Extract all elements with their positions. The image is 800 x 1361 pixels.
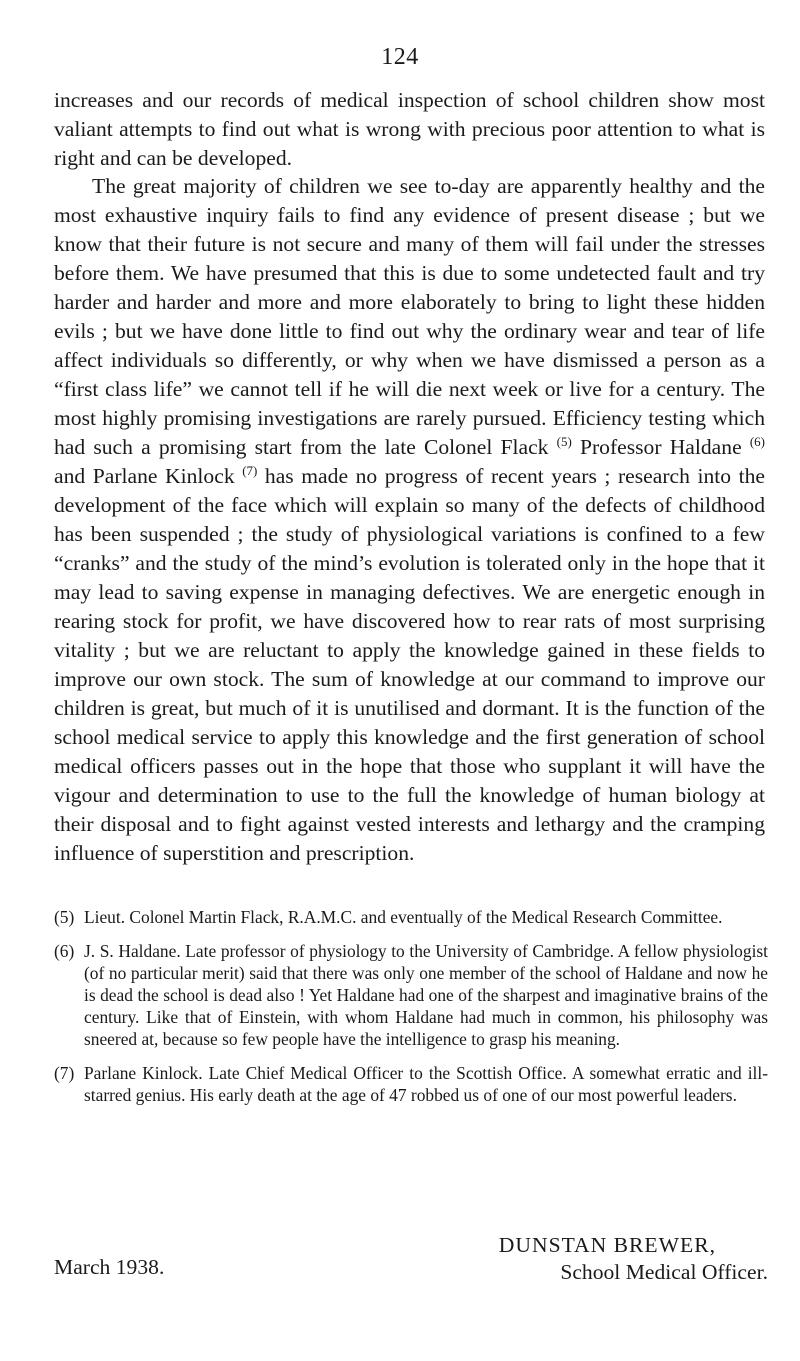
page-number: 124 — [381, 44, 419, 70]
paragraph-2-text-part-3: and Parlane Kinlock — [54, 464, 243, 488]
footnote-ref-6: (6) — [749, 433, 765, 449]
footnote-text: J. S. Haldane. Late professor of physiology to the University of Cambridge. A fellow physiologist (of no particular merit) said that there was only one member of the school of Haldane and now he is dead the school is dead also ! Yet Haldane had one of the sharpest and imaginative brains of the century. Like that of Einstein, with whom Haldane had much in common, his philosophy was sneered at, because so few people have the intelligence to grasp his meaning. — [84, 941, 768, 1049]
footnote-number: (7) — [54, 1063, 75, 1083]
footnote-7 — [54, 1062, 768, 1106]
body-paragraph-1: increases and our records of medical inspection of school children show most valiant attempts to find out what is wrong with precious poor attention to what is right and can be developed. — [54, 88, 765, 170]
signature-date: March 1938. — [54, 1255, 165, 1279]
footnote-ref-5: (5) — [556, 433, 572, 449]
footnote-number: (6) — [54, 941, 75, 961]
footnotes-section — [54, 906, 768, 1118]
footnote-5 — [54, 906, 768, 928]
paragraph-2-text-part-1: The great majority of children we see to-day are apparently healthy and the most exhaustive inquiry fails to find any evidence of present disease ; but we know that their future is not secure and many of them will fail under the stresses before them. We have presumed that this is due to some undetected fault and try harder and harder and more and more elaborately to bring to light these hidden evils ; but we have done little to find out why the ordinary wear and tear of life affect individuals so differently, or why when we have dismissed a person as a “first class life” we cannot tell if he will die next week or live for a century. The most highly promising investigations are rarely pursued. Efficiency testing which had such a promising start from the late Colonel Flack — [54, 174, 765, 459]
footnote-6 — [54, 940, 768, 1050]
body-paragraph-2 — [54, 172, 765, 868]
footnote-text: Parlane Kinlock. Late Chief Medical Officer to the Scottish Office. A somewhat erratic and ill-starred genius. His early death at the age of 47 robbed us of one of our most powerful leaders. — [84, 1063, 768, 1105]
footnote-ref-7: (7) — [242, 462, 258, 478]
paragraph-2-text-part-4: has made no progress of recent years ; research into the development of the face which will explain so many of the defects of childhood has been suspended ; the study of physiological variations is confined to a few “cranks” and the study of the mind’s evolution is tolerated only in the hope that it may lead to saving expense in managing defectives. We are energetic enough in rearing stock for profit, we have discovered how to rear rats of most surprising vitality ; but we are reluctant to apply the knowledge gained in these fields to improve our own stock. The sum of knowledge at our command to improve our children is great, but much of it is unutilised and dormant. It is the function of the school medical service to apply this knowledge and the first generation of school medical officers passes out in the hope that those who supplant it will have the vigour and determination to use to the full the knowledge of human biology at their disposal and to fight against vested interests and lethargy and the cramping influence of superstition and prescription. — [54, 464, 765, 865]
paragraph-2-text-part-2: Professor Haldane — [571, 435, 750, 459]
signature-title: School Medical Officer. — [560, 1260, 768, 1284]
footnote-text: Lieut. Colonel Martin Flack, R.A.M.C. and eventually of the Medical Research Committee. — [84, 907, 723, 927]
signature-name: DUNSTAN BREWER, — [498, 1233, 716, 1257]
footnote-number: (5) — [54, 907, 75, 927]
signature-block — [54, 1232, 768, 1292]
